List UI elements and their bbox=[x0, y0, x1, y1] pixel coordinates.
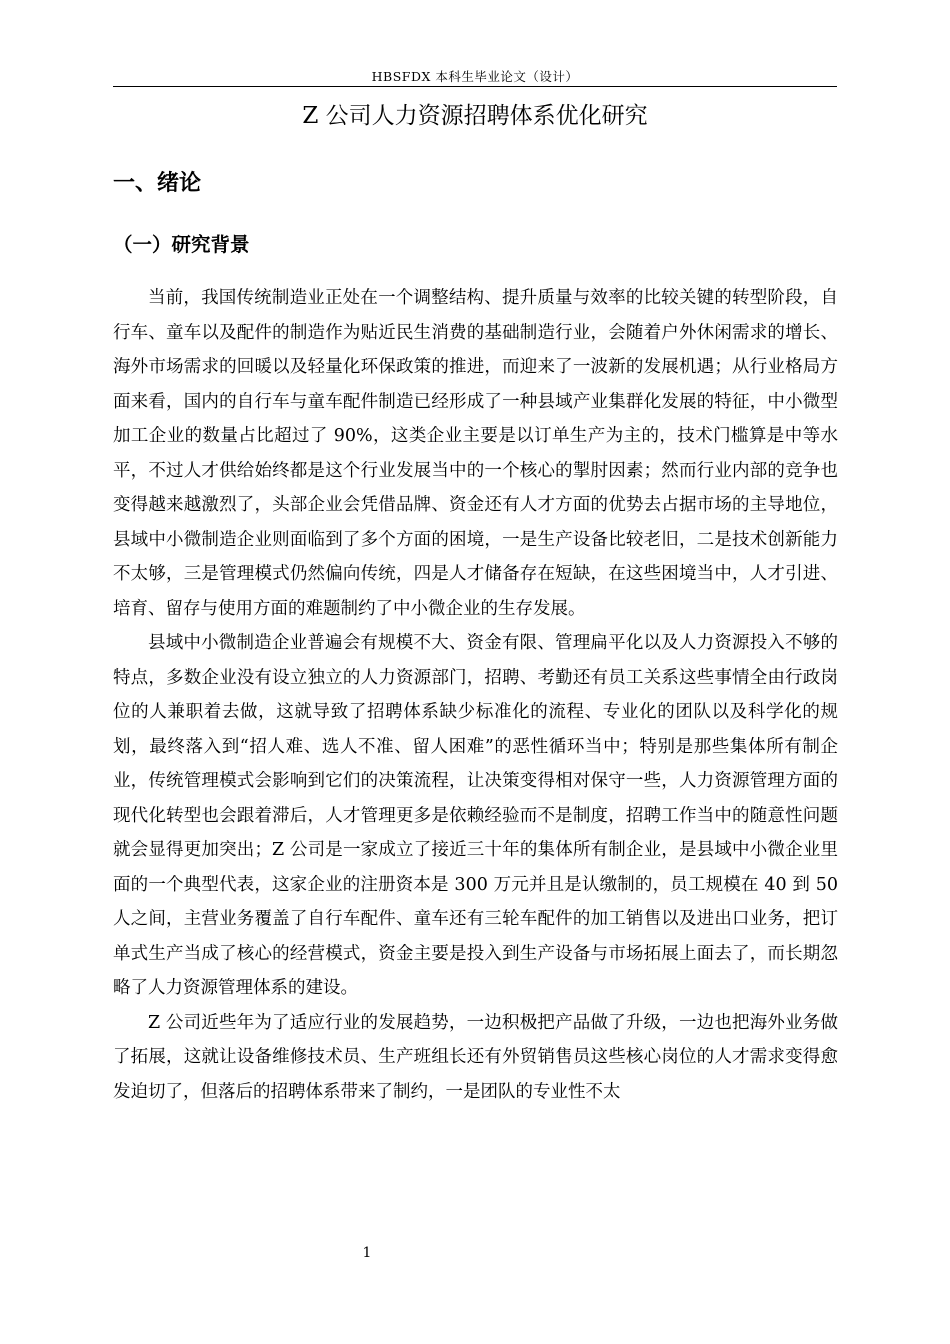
section-heading: 一、绪论 bbox=[113, 170, 202, 196]
paragraph-1: 当前，我国传统制造业正处在一个调整结构、提升质量与效率的比较关键的转型阶段，自行车、童车以及配件的制造作为贴近民生消费的基础制造行业，会随着户外休闲需求的增长、海外市场需求的回暖以及轻量化环保政策的推进，而迎来了一波新的发展机遇；从行业格局方面来看，国内的自行车与童车配件制造已经形成了一种县域产业集群化发展的特征，中小微型加工企业的数量占比超过了 90%，这类企业主要是以订单生产为主的，技术门槛算是中等水平，不过人才供给始终都是这个行业发展当中的一个核心的掣肘因素；然而行业内部的竞争也变得越来越激烈了，头部企业会凭借品牌、资金还有人才方面的优势去占据市场的主导地位，县域中小微制造企业则面临到了多个方面的困境，一是生产设备比较老旧，二是技术创新能力不太够，三是管理模式仍然偏向传统，四是人才储备存在短缺，在这些困境当中，人才引进、培育、留存与使用方面的难题制约了中小微企业的生存发展。 bbox=[113, 288, 838, 619]
subsection-heading: （一）研究背景 bbox=[113, 233, 250, 256]
paragraph-2: 县域中小微制造企业普遍会有规模不大、资金有限、管理扁平化以及人力资源投入不够的特点，多数企业没有设立独立的人力资源部门，招聘、考勤还有员工关系这些事情全由行政岗位的人兼职着去做，这就导致了招聘体系缺少标准化的流程、专业化的团队以及科学化的规划，最终落入到“招人难、选人不准、留人困难”的恶性循环当中；特别是那些集体所有制企业，传统管理模式会影响到它们的决策流程，让决策变得相对保守一些，人力资源管理方面的现代化转型也会跟着滞后，人才管理更多是依赖经验而不是制度，招聘工作当中的随意性问题就会显得更加突出；Z 公司是一家成立了接近三十年的集体所有制企业，是县域中小微企业里面的一个典型代表，这家企业的注册资本是 300 万元并且是认缴制的，员工规模在 40 到 50 人之间，主营业务覆盖了自行车配件、童车还有三轮车配件的加工销售以及进出口业务，把订单式生产当成了核心的经营模式，资金主要是投入到生产设备与市场拓展上面去了，而长期忽略了人力资源管理体系的建设。 bbox=[113, 633, 838, 998]
header-text: HBSFDX 本科生毕业论文（设计） bbox=[371, 69, 579, 84]
paragraph-3: Z 公司近些年为了适应行业的发展趋势，一边积极把产品做了升级，一边也把海外业务做了拓展，这就让设备维修技术员、生产班组长还有外贸销售员这些核心岗位的人才需求变得愈发迫切了，但落后的招聘体系带来了制约，一是团队的专业性不太 bbox=[113, 1012, 838, 1102]
header-divider bbox=[113, 86, 837, 87]
body-text bbox=[113, 281, 838, 1109]
page-number: 1 bbox=[362, 1245, 372, 1261]
document-title: Z 公司人力资源招聘体系优化研究 bbox=[302, 103, 648, 129]
page-header bbox=[0, 0, 950, 88]
